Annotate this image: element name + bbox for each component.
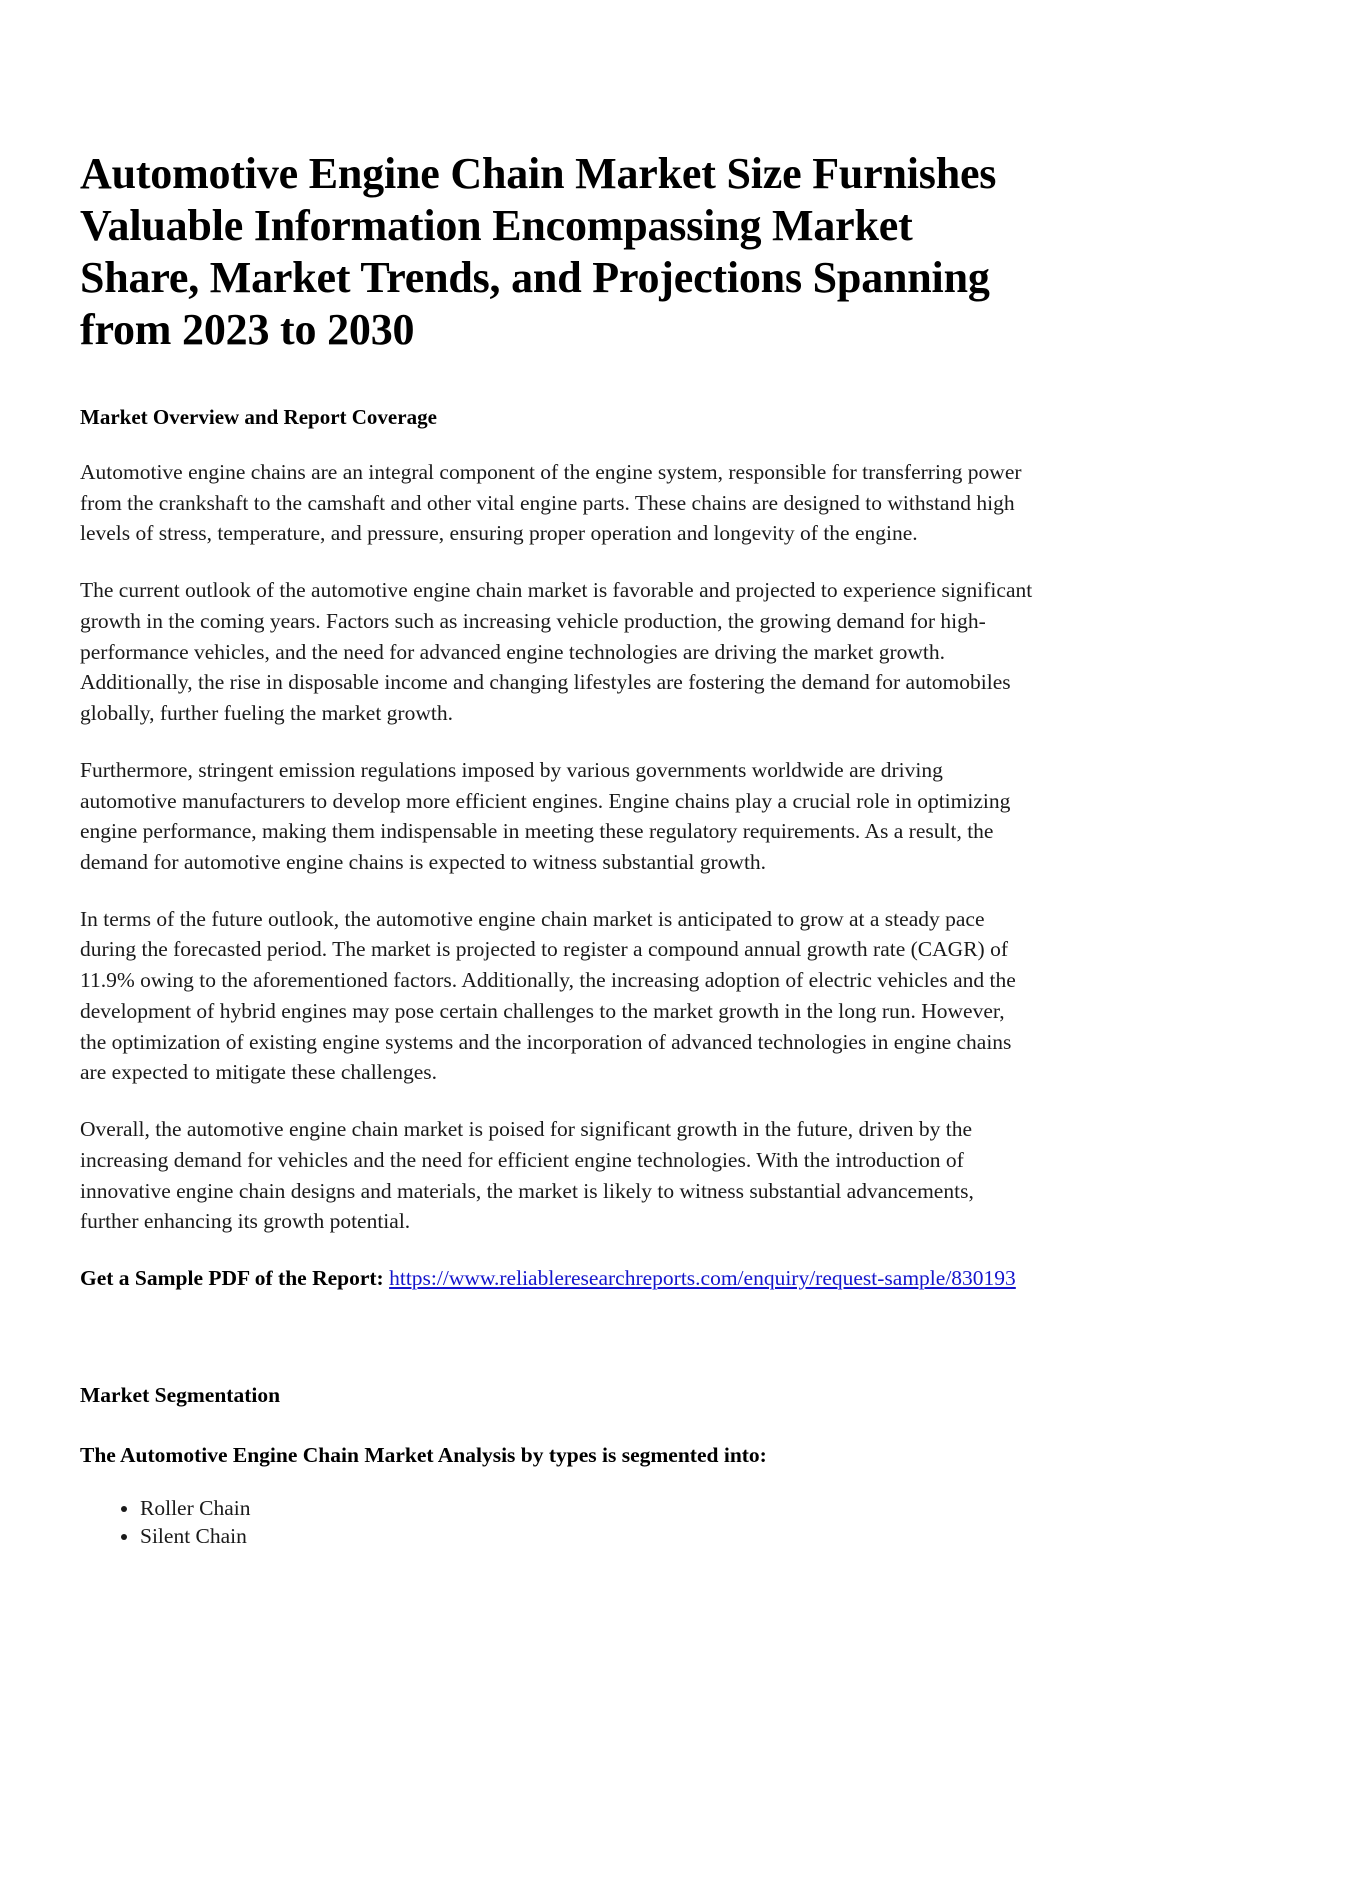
paragraph-outlook: The current outlook of the automotive engine chain market is favorable and projected to experience significant growth in the coming years. Factors such as increasing vehicle production, the growing demand for high-performance vehicles, and the need for advanced engine technologies are driving the market growth. Additionally, the rise in disposable income and changing lifestyles are fostering the demand for automobiles globally, further fueling the market growth. [80, 578, 1033, 726]
sample-pdf-link[interactable]: https://www.reliableresearchreports.com/enquiry/request-sample/830193 [389, 1266, 1016, 1291]
segmentation-types-list [80, 1494, 1035, 1551]
page-title: Automotive Engine Chain Market Size Furnishes Valuable Information Encompassing Market Share, Market Trends, and Projections Spanning from 2023 to 2030 [80, 149, 997, 354]
paragraph-future-outlook: In terms of the future outlook, the automotive engine chain market is anticipated to grow at a steady pace during the forecasted period. The market is projected to register a compound annual growth rate (CAGR) of 11.9% owing to the aforementioned factors. Additionally, the increasing adoption of electric vehicles and the development of hybrid engines may pose certain challenges to the market growth in the long run. However, the optimization of existing engine systems and the incorporation of advanced technologies in engine chains are expected to mitigate these challenges. [80, 906, 1016, 1085]
section-heading-market-overview: Market Overview and Report Coverage [80, 404, 437, 429]
paragraph-overall-summary: Overall, the automotive engine chain market is poised for significant growth in the future, driven by the increasing demand for vehicles and the need for efficient engine technologies. With the introduction of innovative engine chain designs and materials, the market is likely to witness substantial advancements, further enhancing its growth potential. [80, 1117, 974, 1234]
paragraph-intro: Automotive engine chains are an integral component of the engine system, responsible for transferring power from the crankshaft to the camshaft and other vital engine parts. These chains are designed to withstand high levels of stress, temperature, and pressure, ensuring proper operation and longevity of the engine. [80, 459, 1022, 546]
sample-pdf-line [80, 1263, 1035, 1294]
section-heading-market-segmentation: Market Segmentation [80, 1382, 281, 1407]
list-item: • Silent Chain [140, 1522, 1035, 1551]
segmentation-types-intro: The Automotive Engine Chain Market Analysis by types is segmented into: [80, 1442, 767, 1467]
document-content [80, 148, 1035, 1551]
section-spacer [80, 1320, 1035, 1382]
list-item: • Roller Chain [140, 1494, 1035, 1523]
paragraph-emission-regulations: Furthermore, stringent emission regulations imposed by various governments worldwide are driving automotive manufacturers to develop more efficient engines. Engine chains play a crucial role in optimizing engine performance, making them indispensable in meeting these regulatory requirements. As a result, the demand for automotive engine chains is expected to witness substantial growth. [80, 757, 1011, 874]
sample-pdf-label: Get a Sample PDF of the Report: [80, 1266, 384, 1291]
